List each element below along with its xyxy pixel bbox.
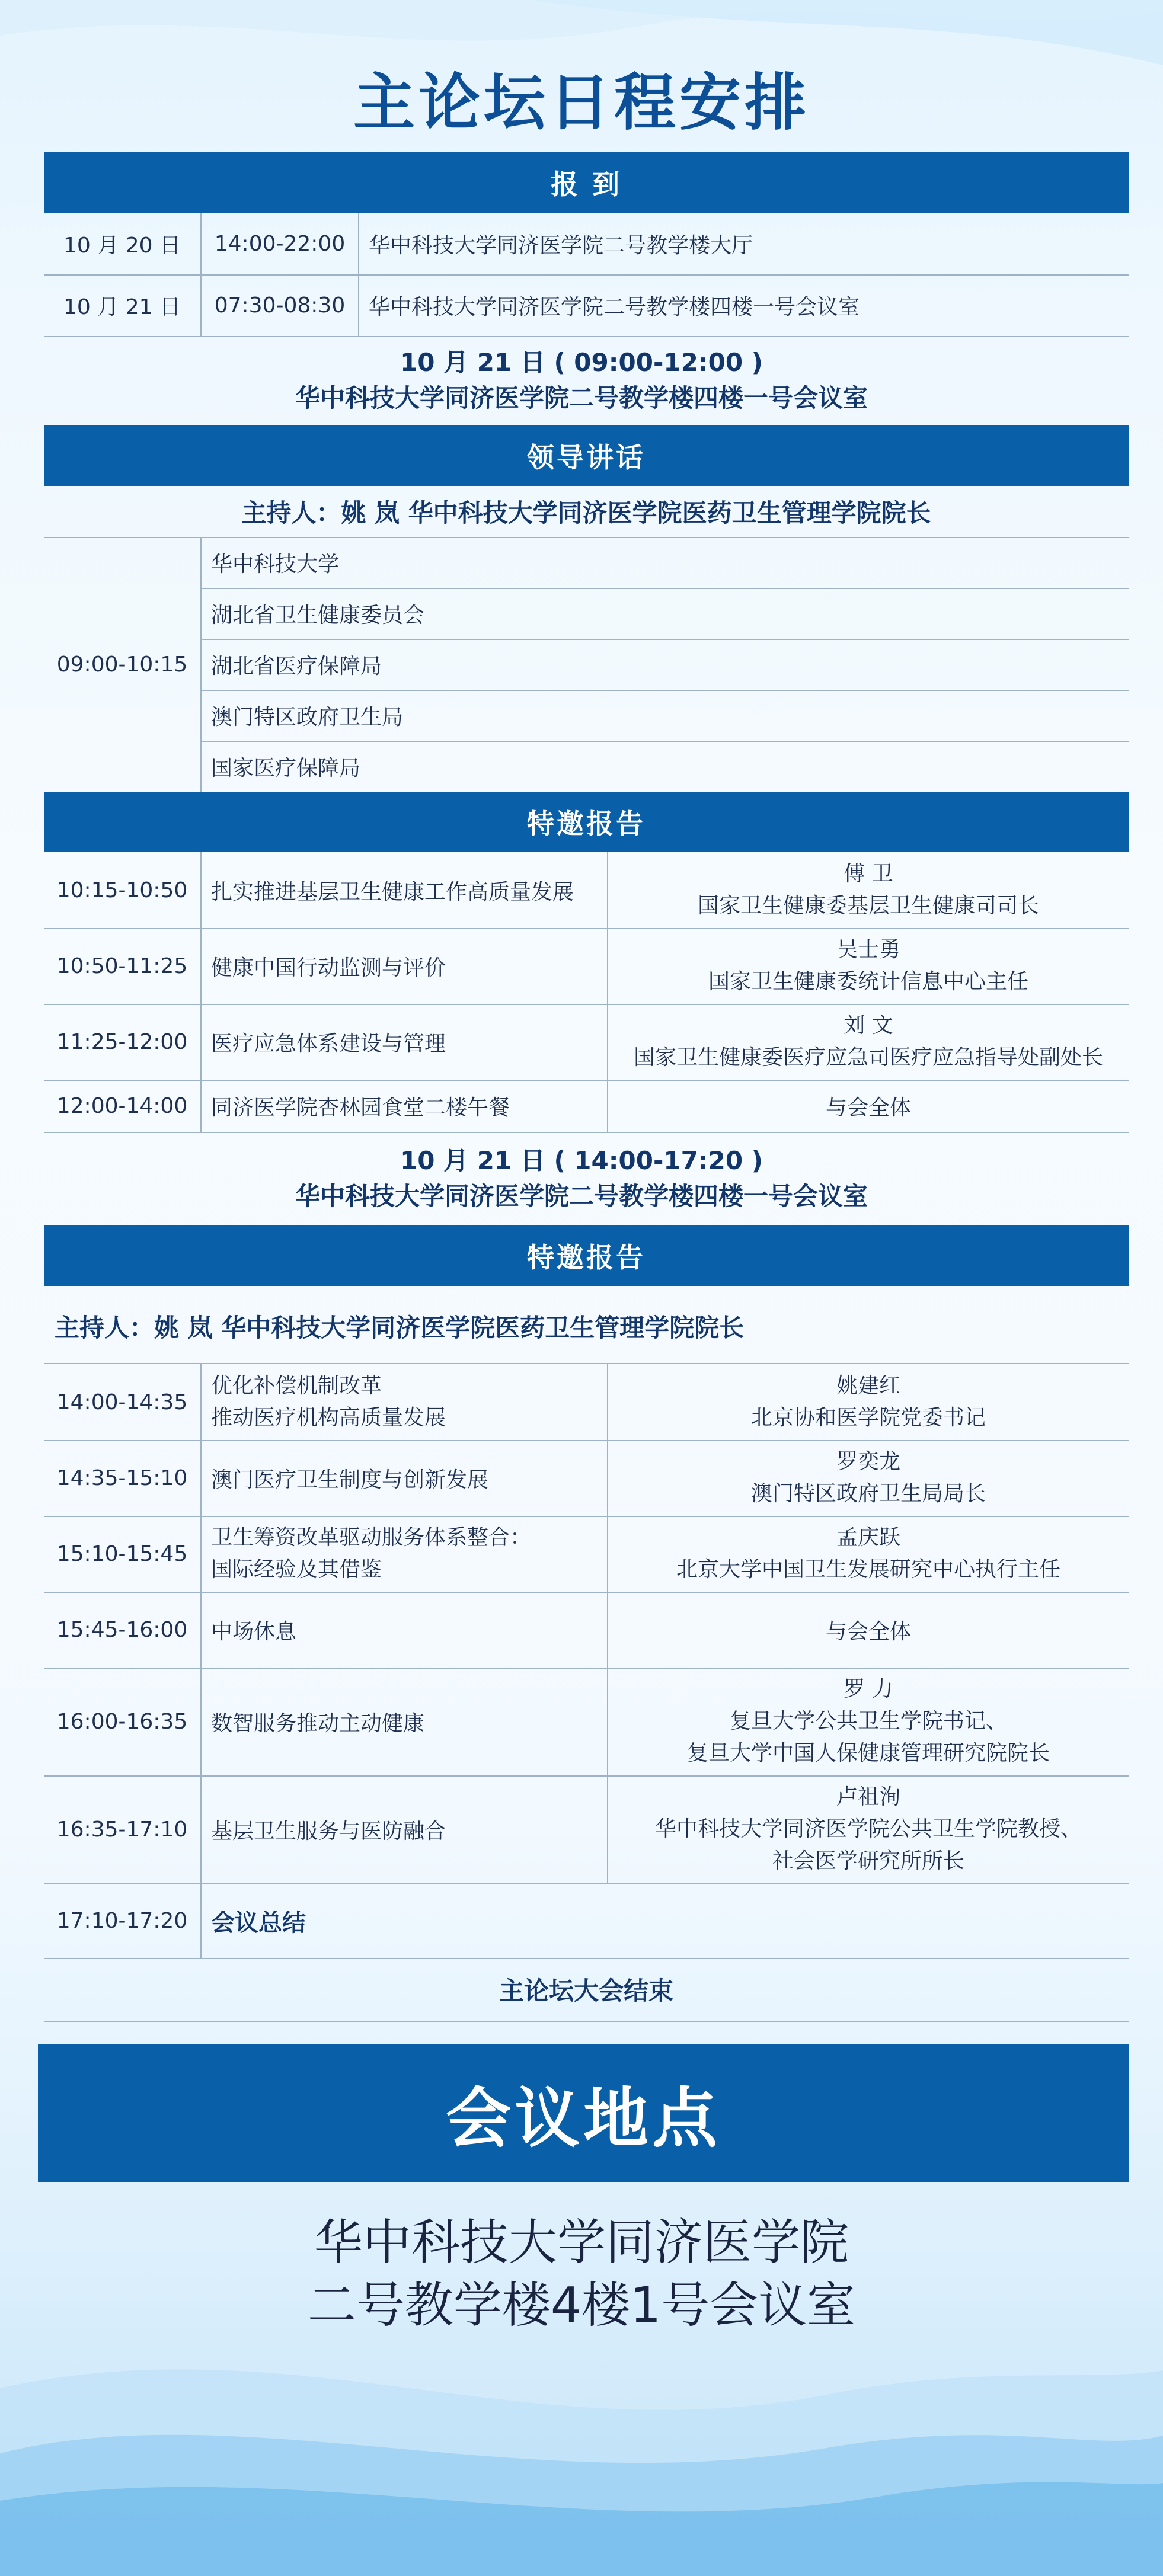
report-speaker: 吴士勇 国家卫生健康委统计信息中心主任 — [708, 937, 1028, 994]
date: 10 月 20 日 — [63, 233, 181, 258]
report-speaker: 罗奕龙 澳门特区政府卫生局局长 — [750, 1449, 986, 1506]
speaker-org: 华中科技大学 — [211, 552, 340, 577]
report-speaker: 罗 力 复旦大学公共卫生学院书记、 复旦大学中国人保健康管理研究院院长 — [686, 1677, 1050, 1765]
report-topic: 澳门医疗卫生制度与创新发展 — [211, 1467, 489, 1492]
session-date: 10 月 21 日 ( 14:00-17:20 ) — [400, 1146, 763, 1175]
report-time: 10:15-10:50 — [56, 878, 188, 903]
host-line: 主持人：姚 岚 华中科技大学同济医学院医药卫生管理学院院长 — [55, 1313, 745, 1342]
report-row — [44, 1516, 1129, 1593]
summary-label: 会议总结 — [211, 1909, 306, 1937]
report-topic: 医疗应急体系建设与管理 — [211, 1031, 446, 1056]
reports-band: 特邀报告 — [44, 1225, 1129, 1286]
report-topic: 数智服务推动主动健康 — [211, 1711, 425, 1736]
venue-line-1: 华中科技大学同济医学院 — [314, 2215, 849, 2271]
speaker-row — [202, 588, 1129, 640]
report-time: 10:50-11:25 — [56, 953, 188, 978]
speech-time: 09:00-10:15 — [56, 652, 188, 677]
speaker-org: 澳门特区政府卫生局 — [211, 705, 404, 729]
report-speaker: 卢祖洵 华中科技大学同济医学院公共卫生学院教授、 社会医学研究所所长 — [654, 1785, 1082, 1873]
speaker-org: 国家医疗保障局 — [211, 756, 361, 780]
report-row — [44, 1080, 1129, 1133]
report-topic: 同济医学院杏林园食堂二楼午餐 — [211, 1095, 510, 1120]
speaker-row — [202, 639, 1129, 691]
speaker-row — [202, 741, 1129, 792]
checkin-row — [44, 274, 1129, 337]
speaker-org: 湖北省医疗保障局 — [211, 654, 382, 679]
report-speaker: 与会全体 — [825, 1095, 911, 1120]
report-time: 15:45-16:00 — [56, 1617, 188, 1642]
report-topic: 优化补偿机制改革 推动医疗机构高质量发展 — [211, 1374, 446, 1430]
report-topic: 扎实推进基层卫生健康工作高质量发展 — [211, 879, 574, 904]
report-time: 15:10-15:45 — [56, 1541, 188, 1566]
speaker-org: 湖北省卫生健康委员会 — [211, 603, 425, 628]
summary-row — [44, 1883, 1129, 1959]
speaker-row — [202, 537, 1129, 589]
place: 华中科技大学同济医学院二号教学楼大厅 — [369, 233, 753, 258]
reports-band: 特邀报告 — [44, 792, 1129, 852]
report-speaker: 姚建红 北京协和医学院党委书记 — [750, 1374, 986, 1430]
place: 华中科技大学同济医学院二号教学楼四楼一号会议室 — [369, 295, 860, 319]
report-time: 16:00-16:35 — [56, 1709, 188, 1734]
report-time: 14:35-15:10 — [56, 1465, 188, 1490]
report-row — [44, 1775, 1129, 1884]
page-title: 主论坛日程安排 — [353, 66, 810, 139]
report-row — [44, 1364, 1129, 1441]
leaders-band: 领导讲话 — [44, 425, 1129, 486]
report-topic: 卫生筹资改革驱动服务体系整合： 国际经验及其借鉴 — [211, 1525, 532, 1582]
report-row — [44, 928, 1129, 1005]
speech-block — [44, 537, 1129, 792]
report-row — [44, 852, 1129, 929]
host-line: 主持人：姚 岚 华中科技大学同济医学院医药卫生管理学院院长 — [241, 498, 931, 527]
session-venue: 华中科技大学同济医学院二号教学楼四楼一号会议室 — [295, 383, 868, 412]
report-speaker: 孟庆跃 北京大学中国卫生发展研究中心执行主任 — [676, 1525, 1060, 1582]
report-row — [44, 1440, 1129, 1517]
report-speaker: 傅 卫 国家卫生健康委基层卫生健康司司长 — [697, 862, 1039, 918]
report-speaker: 与会全体 — [825, 1619, 911, 1644]
time: 14:00-22:00 — [214, 231, 346, 256]
report-topic: 基层卫生服务与医防融合 — [211, 1819, 446, 1844]
closing-row — [44, 1958, 1129, 2022]
report-time: 14:00-14:35 — [56, 1390, 188, 1415]
bottom-wave-decoration — [0, 2299, 1163, 2576]
closing-text: 主论坛大会结束 — [499, 1976, 673, 2005]
checkin-band: 报 到 — [44, 152, 1129, 213]
report-topic: 健康中国行动监测与评价 — [211, 955, 446, 980]
report-speaker: 刘 文 国家卫生健康委医疗应急司医疗应急指导处副处长 — [633, 1013, 1103, 1070]
summary-time: 17:10-17:20 — [56, 1908, 188, 1933]
host-row — [44, 486, 1129, 538]
venue-line-2: 二号教学楼4楼1号会议室 — [307, 2277, 856, 2334]
report-time: 11:25-12:00 — [56, 1029, 188, 1054]
report-time: 16:35-17:10 — [56, 1817, 188, 1842]
report-row — [44, 1668, 1129, 1777]
date: 10 月 21 日 — [63, 295, 181, 319]
time: 07:30-08:30 — [214, 293, 346, 318]
report-topic: 中场休息 — [211, 1619, 297, 1644]
session-date: 10 月 21 日 ( 09:00-12:00 ) — [400, 348, 763, 377]
session-venue: 华中科技大学同济医学院二号教学楼四楼一号会议室 — [295, 1182, 868, 1211]
report-time: 12:00-14:00 — [56, 1093, 188, 1118]
venue-band: 会议地点 — [38, 2044, 1129, 2182]
report-row — [44, 1004, 1129, 1081]
speaker-row — [202, 690, 1129, 742]
checkin-row — [44, 213, 1129, 276]
report-row — [44, 1592, 1129, 1669]
